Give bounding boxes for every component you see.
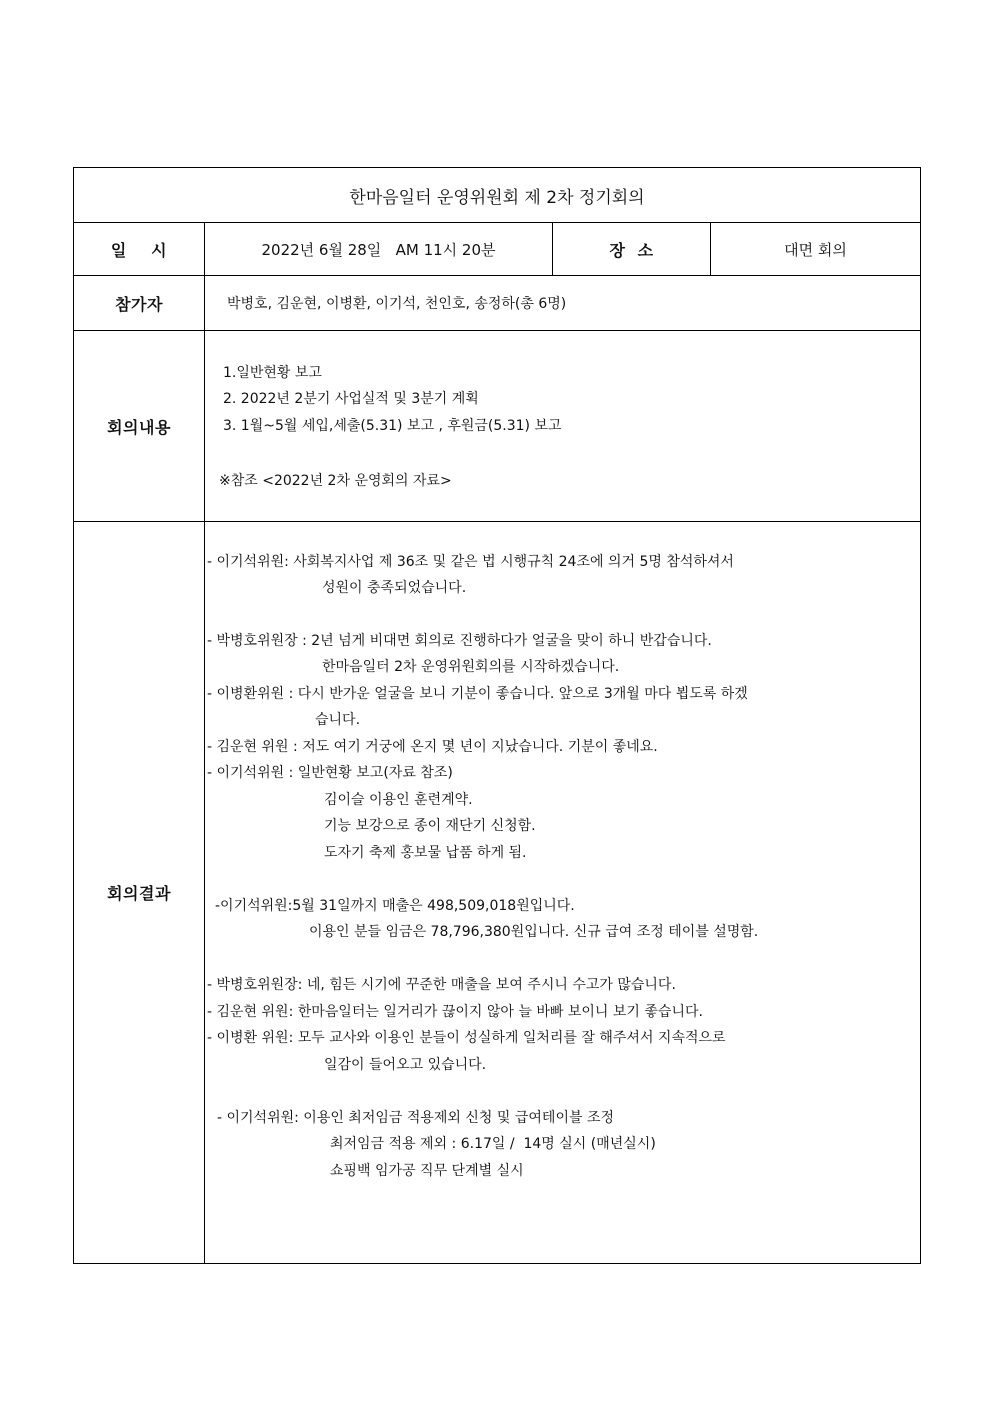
results-label: 회의결과 (107, 884, 171, 903)
agenda-reference: ※참조 <2022년 2차 운영회의 자료> (219, 473, 452, 489)
result-line: - 이병환위원 : 다시 반가운 얼굴을 보니 기분이 좋습니다. 앞으로 3개월 마다 뵙도록 하겠 (207, 686, 748, 702)
result-line: - 이기석위원 : 일반현황 보고(자료 참조) (207, 765, 453, 781)
result-line: 최저임금 적용 제외 : 6.17일 / 14명 실시 (매년실시) (330, 1136, 656, 1152)
attendees-value: 박병호, 김운현, 이병환, 이기석, 천인호, 송정하(총 6명) (227, 296, 567, 312)
result-line: - 이기석위원: 이용인 최저임금 적용제외 신청 및 급여테이블 조정 (217, 1110, 614, 1126)
result-line: - 김운현 위원 : 저도 여기 거궁에 온지 몇 년이 지났습니다. 기분이 좋네요. (207, 739, 658, 755)
results-row (74, 522, 920, 1263)
attendees-label-cell (74, 276, 205, 330)
datetime-value-cell (205, 223, 553, 275)
datetime-label-cell (74, 223, 205, 275)
place-value: 대면 회의 (784, 240, 847, 259)
attendees-label: 참가자 (115, 294, 163, 314)
result-line: - 김운현 위원: 한마음일터는 일거리가 끊이지 않아 늘 바빠 보이니 보기 좋습니다. (207, 1004, 703, 1020)
result-line: 도자기 축제 홍보물 납품 하게 됨. (324, 845, 527, 861)
agenda-item: 2. 2022년 2분기 사업실적 및 3분기 계획 (223, 391, 479, 407)
title-row (74, 168, 920, 223)
result-line: 성원이 충족되었습니다. (322, 580, 467, 596)
agenda-row (74, 331, 920, 522)
datetime-value: 2022년 6월 28일 AM 11시 20분 (261, 240, 496, 259)
agenda-label: 회의내용 (107, 417, 171, 437)
datetime-row (74, 223, 920, 276)
result-line: 김이슬 이용인 훈련계약. (324, 792, 473, 808)
result-line: 기능 보강으로 종이 재단기 신청함. (324, 818, 536, 834)
place-value-cell (711, 223, 920, 275)
attendees-row (74, 276, 920, 331)
result-line: - 박병호위원장: 네, 힘든 시기에 꾸준한 매출을 보여 주시니 수고가 많습니다. (207, 977, 676, 993)
result-line: - 이기석위원: 사회복지사업 제 36조 및 같은 법 시행규칙 24조에 의거 5명 참석하셔서 (207, 554, 734, 570)
attendees-value-cell (205, 276, 920, 330)
result-line: -이기석위원:5월 31일까지 매출은 498,509,018원입니다. (215, 898, 575, 914)
result-line: 이용인 분들 임금은 78,796,380원입니다. 신규 급여 조정 테이블 설명함. (309, 924, 759, 940)
results-content-cell (205, 522, 920, 1263)
result-line: 일감이 들어오고 있습니다. (324, 1057, 487, 1073)
result-line: 한마음일터 2차 운영위원회의를 시작하겠습니다. (322, 659, 620, 675)
place-label-cell (553, 223, 711, 275)
results-label-cell (74, 522, 205, 1263)
result-line: - 박병호위원장 : 2년 넘게 비대면 회의로 진행하다가 얼굴을 맞이 하니 반갑습니다. (207, 633, 712, 649)
result-line: 습니다. (315, 712, 361, 728)
result-line: - 이병환 위원: 모두 교사와 이용인 분들이 성실하게 일처리를 잘 해주셔서 지속적으로 (207, 1030, 726, 1046)
agenda-item: 1.일반현황 보고 (223, 365, 322, 381)
agenda-item: 3. 1월~5월 세입,세출(5.31) 보고 , 후원금(5.31) 보고 (223, 418, 562, 434)
meeting-minutes-table (73, 167, 921, 1264)
place-label: 장 소 (609, 240, 654, 260)
title-cell (74, 168, 920, 222)
datetime-label: 일 시 (110, 240, 168, 260)
result-line: 쇼핑백 임가공 직무 단계별 실시 (330, 1163, 524, 1179)
agenda-label-cell (74, 331, 205, 521)
agenda-content-cell (205, 331, 920, 521)
page-title: 한마음일터 운영위원회 제 2차 정기회의 (349, 187, 645, 208)
